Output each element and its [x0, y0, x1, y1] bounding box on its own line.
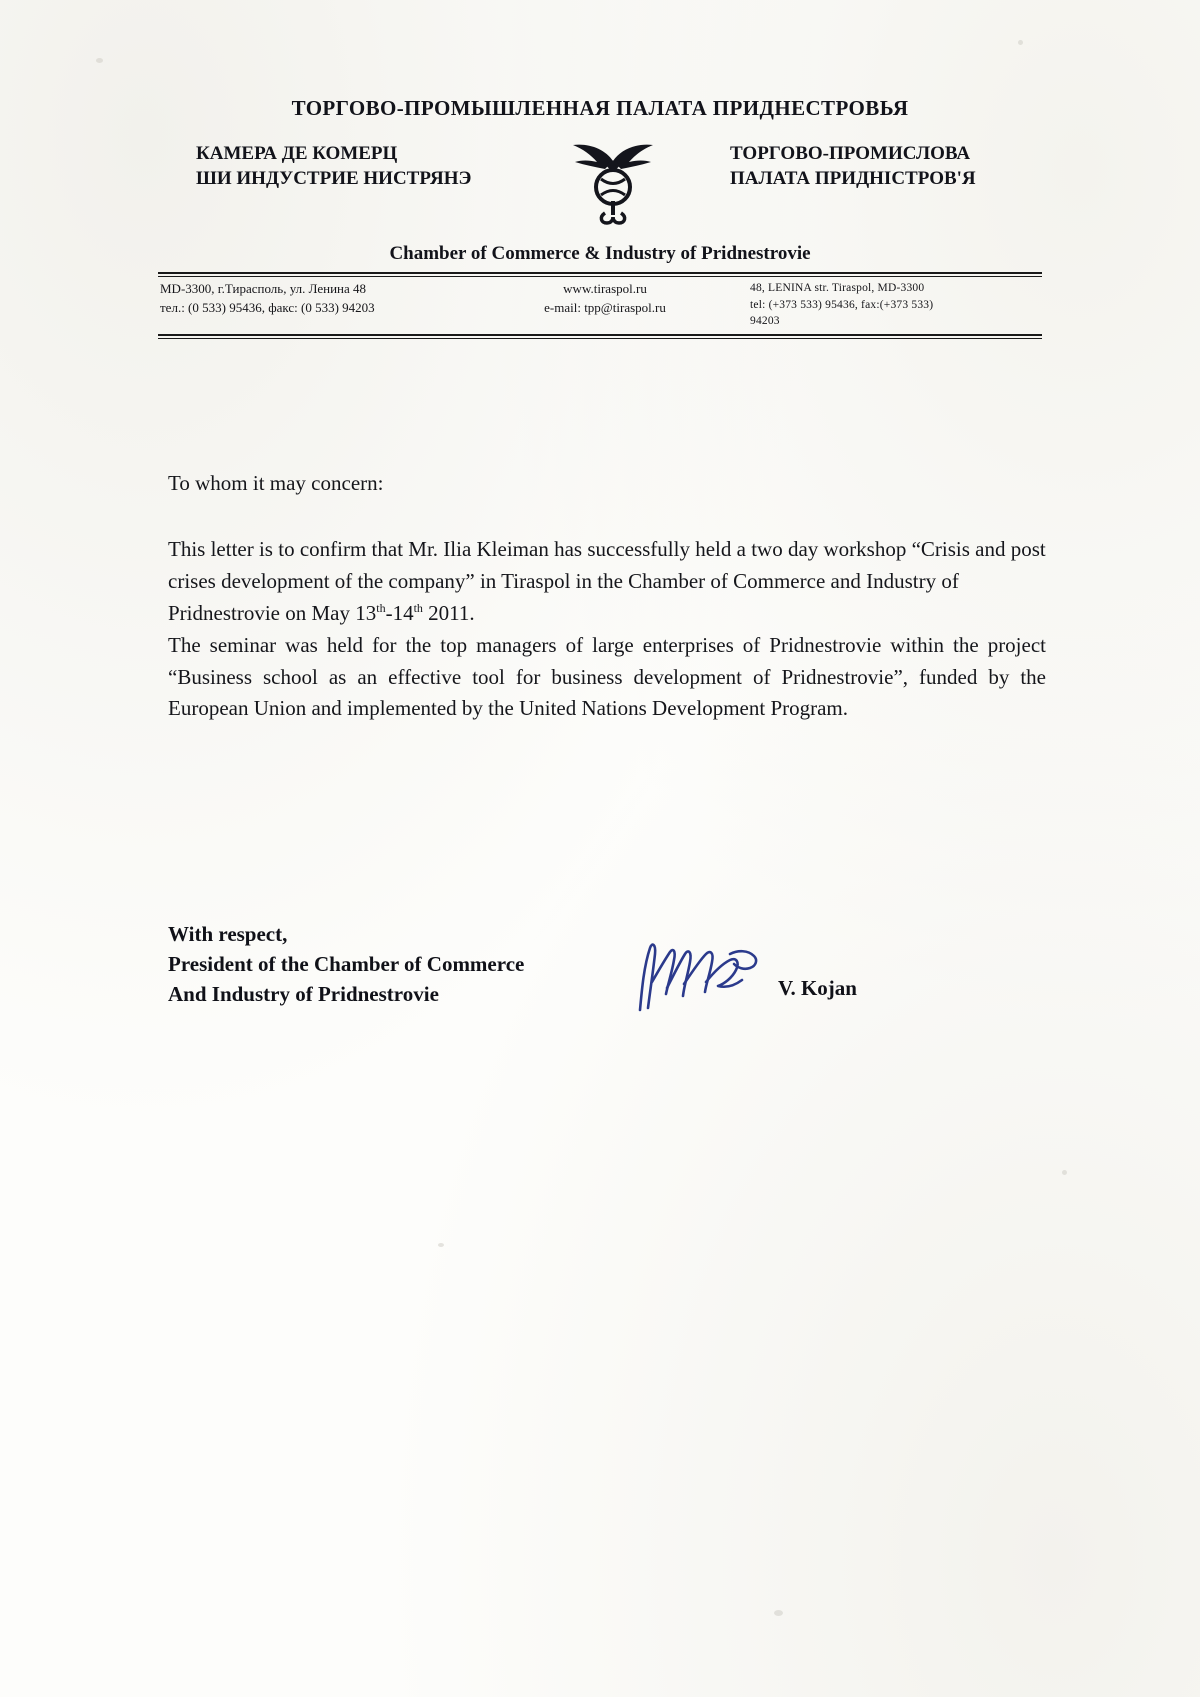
letterhead-ua-line-2: ПАЛАТА ПРИДНІСТРОВ'Я — [730, 168, 976, 190]
caduceus-emblem — [553, 135, 673, 227]
ordinal-suffix-14: th — [413, 600, 423, 615]
letterhead-md-line-1: КАМЕРА ДЕ КОМЕРЦ — [196, 143, 398, 164]
contact-phone-line-ru: тел.: (0 533) 95436, факс: (0 533) 94203 — [160, 299, 375, 315]
letterhead-title-moldovan — [160, 141, 506, 192]
letterhead-md-line-2: ШИ ИНДУСТРИЕ НИСТРЯНЭ — [196, 168, 472, 190]
body-paragraph-1-year: 2011. — [422, 600, 475, 625]
scan-speck — [1018, 40, 1023, 45]
contact-phone-line-en: tel: (+373 533) 95436, fax:(+373 533) — [750, 298, 934, 311]
signatory-name: V. Kojan — [778, 976, 857, 1000]
letterhead-subtitle-en: Chamber of Commerce & Industry of Pridnestrovie — [389, 243, 811, 264]
contact-address-line-1: MD-3300, г.Тирасполь, ул. Ленина 48 — [160, 281, 367, 296]
contact-fax-continuation: 94203 — [750, 315, 780, 328]
letterhead-ua-line-1: ТОРГОВО-ПРОМИСЛОВА — [730, 143, 971, 164]
letterhead-divider-top — [158, 272, 1042, 277]
signature-line-1: With respect, — [168, 922, 288, 946]
body-paragraph-1 — [168, 534, 1046, 630]
body-paragraph-1-text: This letter is to confirm that Mr. Ilia Kleiman has successfully held a two day workshop “Crisis and post crises development of the company” in Tiraspol in the Chamber of Commerce and Industry of Pridnestrovie on May 13 — [168, 536, 1046, 625]
body-paragraph-1-dash: -14 — [385, 600, 414, 625]
letterhead-divider-bottom — [158, 334, 1042, 339]
scan-speck — [96, 58, 103, 63]
body-paragraph-2: The seminar was held for the top managers of large enterprises of Pridnestrovie within the project “Business school as an effective tool for business development of Pridnestrovie”, funded by the European Union and implemented by the United Nations Development Program. — [168, 632, 1046, 721]
scan-speck — [774, 1610, 783, 1616]
contact-address-en — [750, 280, 1040, 330]
contact-address-ru — [160, 280, 460, 318]
scan-speck — [438, 1243, 444, 1247]
letterhead — [160, 96, 1040, 265]
signature-text — [168, 920, 638, 1009]
salutation: To whom it may concern: — [168, 471, 384, 495]
signature-block — [168, 920, 1046, 1009]
signature-line-2: President of the Chamber of Commerce — [168, 951, 525, 976]
ordinal-suffix-13: th — [376, 600, 386, 615]
letter-body — [168, 468, 1046, 725]
letterhead-title-ukrainian — [720, 141, 1040, 192]
contact-web — [480, 280, 730, 318]
contact-email[interactable]: e-mail: tpp@tiraspol.ru — [544, 299, 666, 315]
scan-speck — [1062, 1170, 1067, 1175]
handwritten-signature — [630, 938, 780, 1016]
contact-address-line-en: 48, LENINA str. Tiraspol, MD-3300 — [750, 282, 925, 294]
contact-bar — [160, 280, 1040, 330]
letterhead-title-ru: ТОРГОВО-ПРОМЫШЛЕННАЯ ПАЛАТА ПРИДНЕСТРОВЬЯ — [291, 96, 909, 120]
signature-line-3: And Industry of Pridnestrovie — [168, 981, 439, 1006]
contact-website[interactable]: www.tiraspol.ru — [563, 281, 647, 296]
